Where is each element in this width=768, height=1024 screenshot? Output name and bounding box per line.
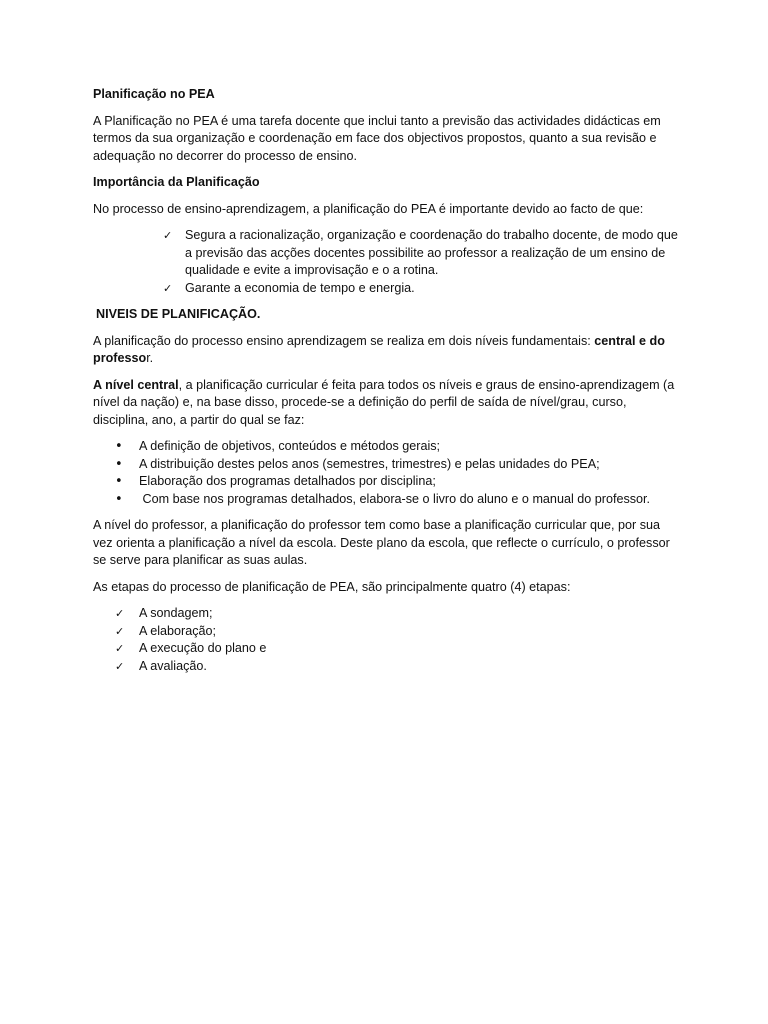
checkmark-icon: ✓	[115, 642, 125, 655]
central-level-emphasis: A nível central	[93, 377, 179, 392]
list-item	[93, 640, 683, 658]
list-item-text: Elaboração dos programas detalhados por disciplina;	[139, 474, 436, 488]
central-level-text: , a planificação curricular é feita para todos os níveis e graus de ensino-aprendizagem (a nível da nação) e, na base disso, procede-se a definição do perfil de saída de nível/grau, curso, disciplina, ano, a partir do qual se faz:	[93, 377, 675, 427]
checkmark-icon: ✓	[115, 659, 125, 673]
levels-intro-end: r.	[146, 351, 154, 365]
importance-lead-paragraph: No processo de ensino-aprendizagem, a planificação do PEA é importante devido ao facto de que:	[93, 201, 644, 216]
section-title-importancia: Importância da Planificação	[93, 175, 260, 189]
list-item-text: A elaboração;	[139, 623, 217, 638]
list-item	[93, 456, 683, 474]
professor-level-paragraph: A nível do professor, a planificação do professor tem como base a planificação curricular que, por sua vez orienta a planificação a nível da escola. Deste plano da escola, que reflecte o currículo, o professor se serve para planificar as suas aulas.	[93, 518, 670, 567]
levels-intro-emphasis: central e do professo	[93, 333, 665, 365]
checkmark-icon: ✓	[115, 607, 125, 620]
importance-checklist	[93, 227, 683, 297]
bullet-icon: •	[115, 474, 123, 489]
checkmark-icon: ✓	[163, 281, 173, 295]
levels-intro-text: A planificação do processo ensino aprendizagem se realiza em dois níveis fundamentais:	[93, 333, 595, 348]
list-item	[93, 658, 683, 676]
document-page	[93, 86, 683, 684]
bullet-icon: •	[115, 456, 123, 472]
central-bullet-list	[93, 438, 683, 508]
list-item	[93, 491, 683, 509]
levels-intro-paragraph	[93, 333, 683, 368]
list-item-text: Segura a racionalização, organização e coordenação do trabalho docente, de modo que a previsão das acções docentes possibilite ao professor a realização de um ensino de qualidade e evite a improvisação e o a rotina.	[185, 228, 678, 277]
list-item	[93, 473, 683, 491]
list-item-text: A sondagem;	[139, 606, 213, 620]
list-item-text: A avaliação.	[139, 658, 207, 673]
checkmark-icon: ✓	[163, 229, 173, 242]
list-item-text: Com base nos programas detalhados, elabora-se o livro do aluno e o manual do professor.	[139, 491, 651, 506]
intro-paragraph: A Planificação no PEA é uma tarefa docente que inclui tanto a previsão das actividades didácticas em termos da sua organização e coordenação em face dos objectivos propostos, quanto a sua revisão e adequação no decorrer do processo de ensino.	[93, 113, 661, 163]
bullet-icon: •	[115, 491, 123, 507]
list-item	[93, 280, 683, 298]
list-item	[93, 605, 683, 623]
list-item-text: A definição de objetivos, conteúdos e métodos gerais;	[139, 439, 441, 453]
list-item-text: A execução do plano e	[139, 641, 267, 655]
list-item-text: Garante a economia de tempo e energia.	[185, 280, 415, 295]
list-item	[93, 623, 683, 641]
bullet-icon: •	[115, 439, 123, 454]
stages-lead-paragraph: As etapas do processo de planificação de PEA, são principalmente quatro (4) etapas:	[93, 579, 571, 594]
list-item	[93, 227, 683, 280]
checkmark-icon: ✓	[115, 624, 125, 638]
central-level-paragraph	[93, 377, 683, 430]
section-title-niveis: NIVEIS DE PLANIFICAÇÃO.	[96, 307, 261, 321]
section-title-planificacao: Planificação no PEA	[93, 87, 215, 101]
stages-checklist	[93, 605, 683, 675]
list-item-text: A distribuição destes pelos anos (semestres, trimestres) e pelas unidades do PEA;	[139, 456, 600, 471]
list-item	[93, 438, 683, 456]
